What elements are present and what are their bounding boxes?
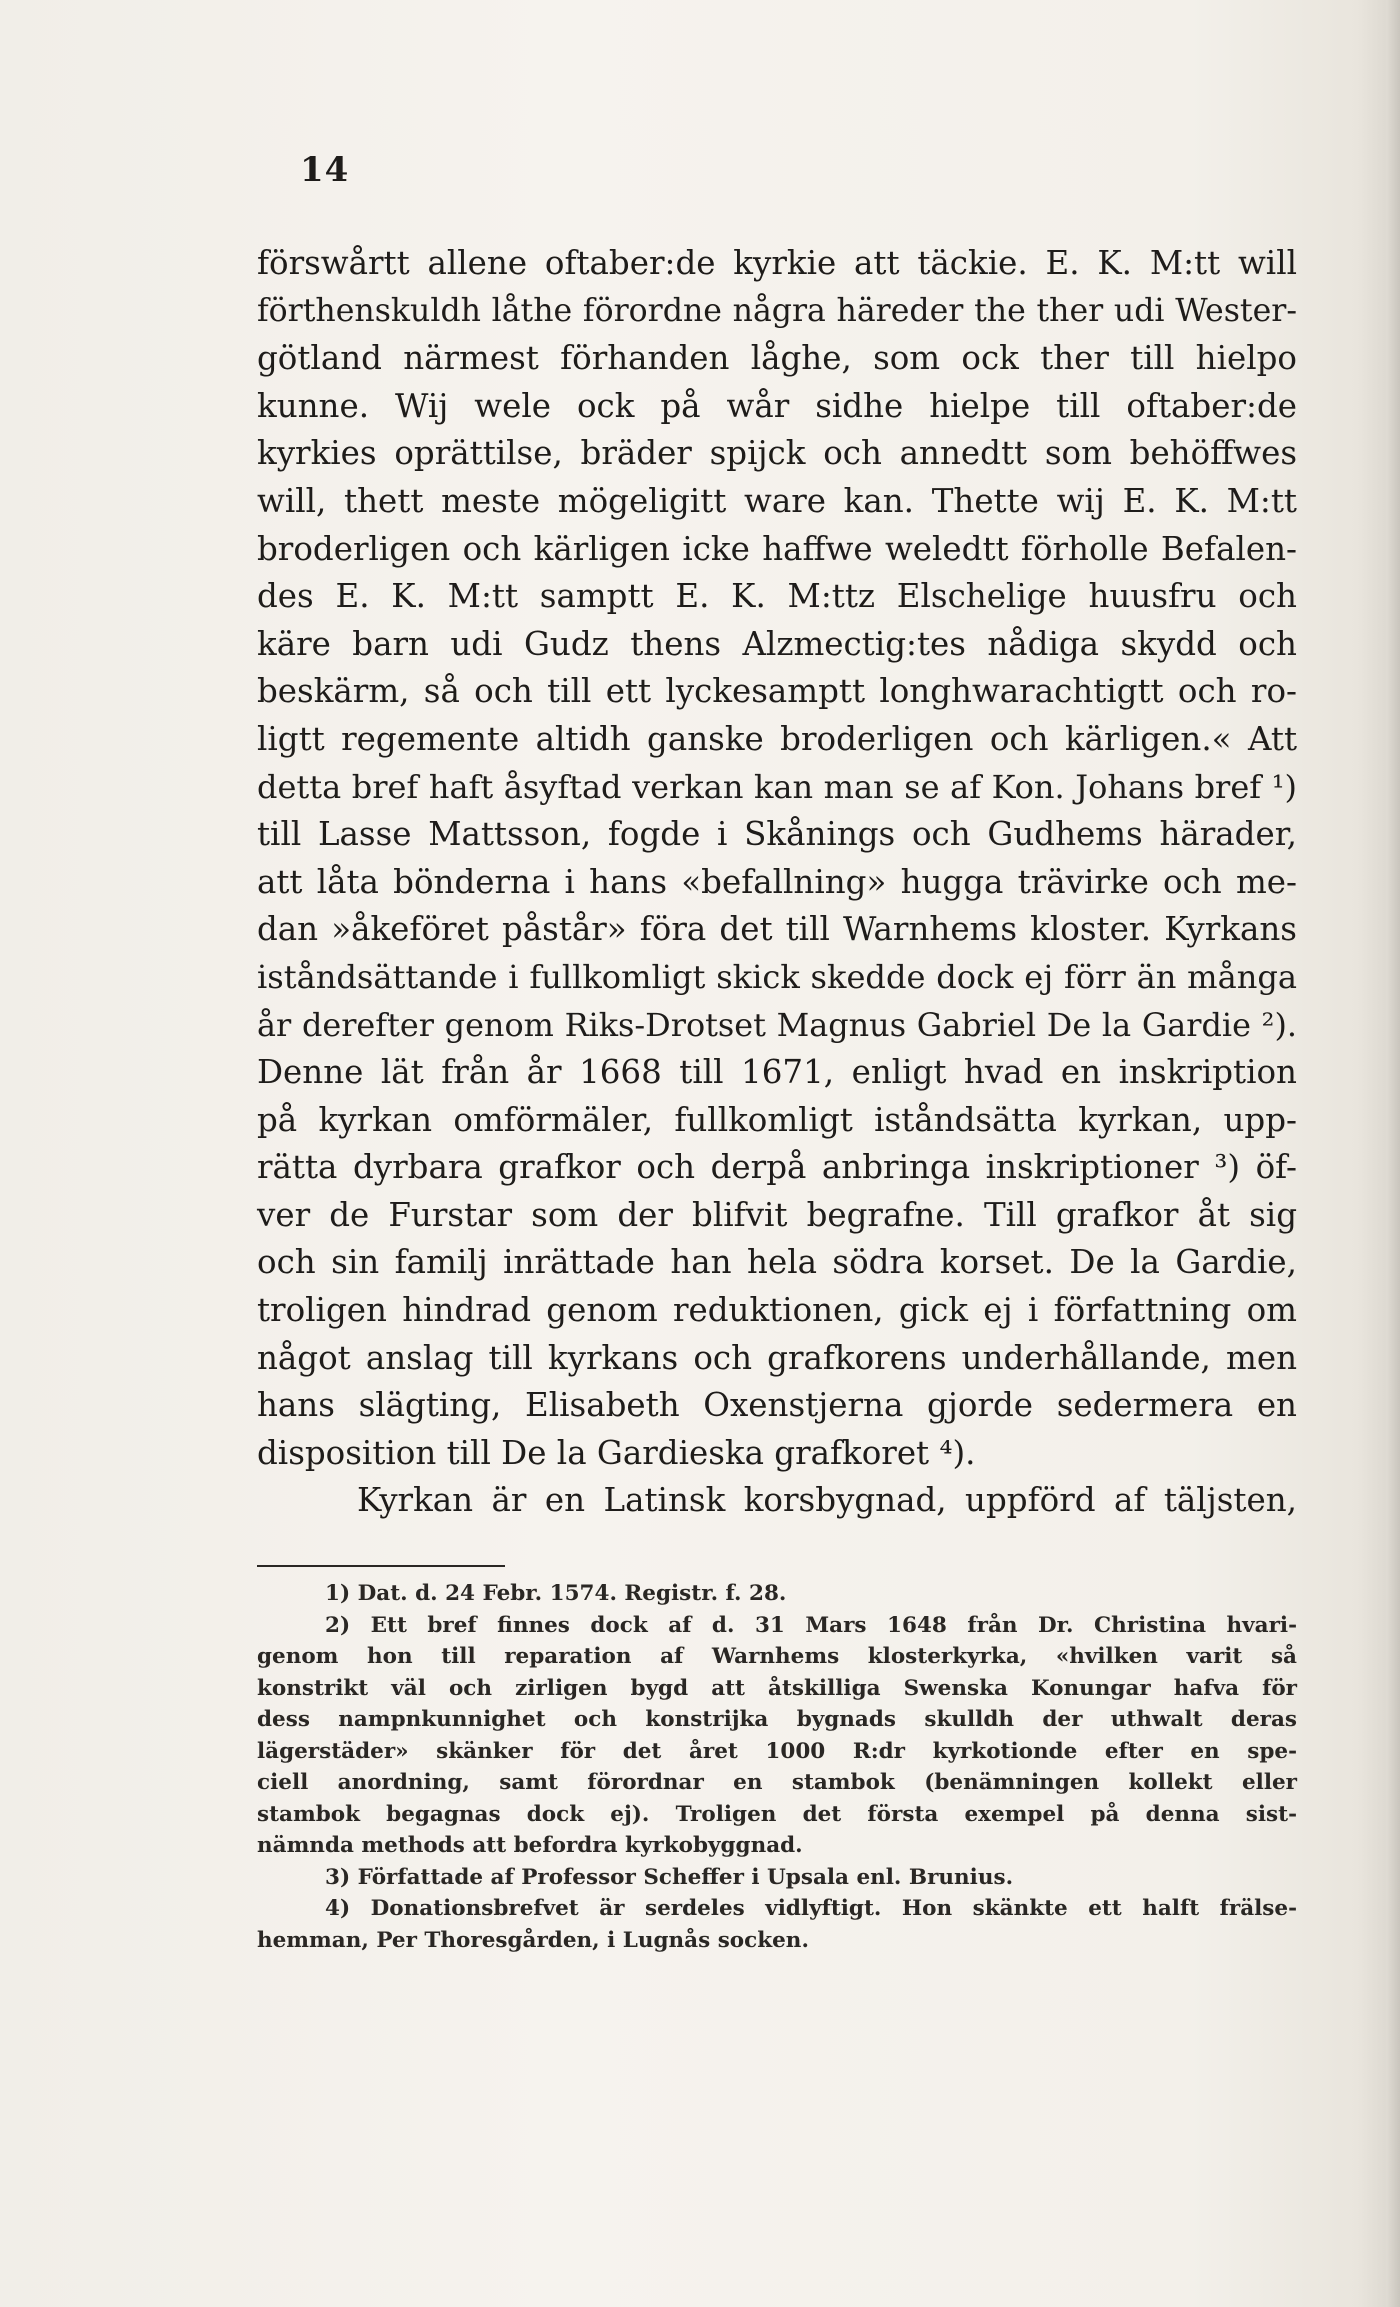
text-line: förthenskuldh låthe förordne några häreder the ther udi Wester- — [257, 292, 1297, 329]
footnote-line: 2) Ett bref finnes dock af d. 31 Mars 1648 från Dr. Christina hvari- — [325, 1612, 1297, 1638]
footnote-line: genom hon till reparation af Warnhems klosterkyrka, «hvilken varit så — [257, 1644, 1297, 1669]
text-line: förswårtt allene oftaber:de kyrkie att täckie. E. K. M:tt will — [257, 244, 1297, 282]
footnote-line: 4) Donationsbrefvet är serdeles vidlyftigt. Hon skänkte ett halft frälse- — [325, 1896, 1297, 1921]
footnote-line: nämnda methods att befordra kyrkobyggnad. — [257, 1833, 803, 1858]
text-line: rätta dyrbara grafkor och derpå anbringa inskriptioner ³) öf- — [257, 1148, 1297, 1187]
text-line: till Lasse Mattsson, fogde i Skånings och Gudhems härader, — [257, 815, 1297, 854]
footnote-line: ciell anordning, samt förordnar en stambok (benämningen kollekt eller — [257, 1770, 1297, 1795]
page-edge-shadow — [1386, 0, 1400, 2307]
text-line: detta bref haft åsyftad verkan kan man se af Kon. Johans bref ¹) — [257, 767, 1297, 806]
text-line: på kyrkan omförmäler, fullkomligt iståndsätta kyrkan, upp- — [257, 1100, 1297, 1139]
footnote-line: lägerstäder» skänker för det året 1000 R:dr kyrkotionde efter en spe- — [257, 1738, 1297, 1764]
footnote-line: 1) Dat. d. 24 Febr. 1574. Registr. f. 28. — [325, 1581, 787, 1606]
text-line: hans slägting, Elisabeth Oxenstjerna gjorde sedermera en — [257, 1386, 1297, 1425]
text-line: Denne lät från år 1668 till 1671, enligt hvad en inskription — [257, 1053, 1297, 1092]
footnote-divider — [257, 1565, 505, 1567]
footnote-line: konstrikt väl och zirligen bygd att åtskilliga Swenska Konungar hafva för — [257, 1675, 1297, 1701]
text-line: des E. K. M:tt samptt E. K. M:ttz Elschelige huusfru och — [257, 577, 1297, 616]
footnote-line: 3) Författade af Professor Scheffer i Upsala enl. Brunius. — [325, 1864, 1014, 1890]
text-line: ver de Furstar som der blifvit begrafne. Till grafkor åt sig — [257, 1195, 1297, 1234]
page-number: 14 — [300, 150, 350, 190]
text-line: iståndsättande i fullkomligt skick skedde dock ej förr än många — [257, 957, 1297, 996]
footnote-line: hemman, Per Thoresgården, i Lugnås socken. — [257, 1927, 809, 1953]
text-line: kyrkies oprättilse, bräder spijck och annedtt som behöffwes — [257, 434, 1297, 473]
text-line: käre barn udi Gudz thens Alzmectig:tes nådiga skydd och — [257, 624, 1297, 663]
footnotes — [257, 1578, 1297, 1956]
text-line: beskärm, så och till ett lyckesamptt longhwarachtigtt och ro- — [257, 672, 1297, 711]
text-line: att låta bönderna i hans «befallning» hugga trävirke och me- — [257, 862, 1297, 901]
text-line: något anslag till kyrkans och grafkorens underhållande, men — [257, 1338, 1297, 1377]
text-line: broderligen och kärligen icke haffwe weledtt förholle Befalen- — [257, 529, 1297, 568]
text-line: och sin familj inrättade han hela södra korset. De la Gardie, — [257, 1243, 1297, 1282]
text-line: will, thett meste mögeligitt ware kan. Thette wij E. K. M:tt — [257, 481, 1297, 520]
main-text — [257, 240, 1297, 1525]
text-line: kunne. Wij wele ock på wår sidhe hielpe till oftaber:de — [257, 386, 1297, 425]
text-line: år derefter genom Riks-Drotset Magnus Gabriel De la Gardie ²). — [257, 1005, 1297, 1044]
text-line: götland närmest förhanden låghe, som ock ther till hielpo — [257, 339, 1297, 378]
text-line: Kyrkan är en Latinsk korsbygnad, uppförd af täljsten, — [357, 1481, 1297, 1520]
footnote-line: dess nampnkunnighet och konstrijka bygnads skulldh der uthwalt deras — [257, 1707, 1297, 1732]
text-line: troligen hindrad genom reduktionen, gick ej i författning om — [257, 1291, 1297, 1330]
text-line: disposition till De la Gardieska grafkoret ⁴). — [257, 1433, 976, 1472]
text-line: dan »åkeföret påstår» föra det till Warnhems kloster. Kyrkans — [257, 910, 1297, 949]
footnote-line: stambok begagnas dock ej). Troligen det första exempel på denna sist- — [257, 1801, 1297, 1827]
text-line: ligtt regemente altidh ganske broderligen och kärligen.« Att — [257, 719, 1297, 758]
